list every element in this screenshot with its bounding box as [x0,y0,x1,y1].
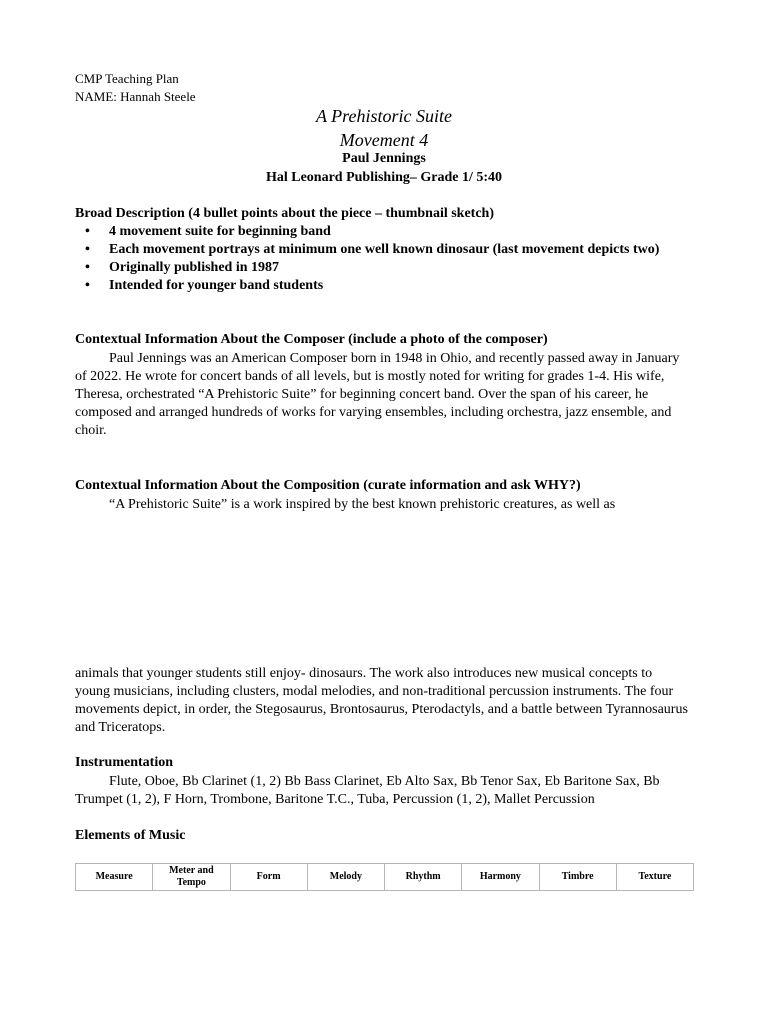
bullet-icon: • [85,260,90,275]
composition-paragraph-continued: animals that younger students still enjoy- dinosaurs. The work also introduces new musical concepts to young musicians, including clusters, modal melodies, and non-traditional percussion instruments. The four movements depict, in order, the Stegosaurus, Brontosaurus, Pterodactyls, and a battle between Tyrannosaurus and Triceratops. [75,666,688,735]
table-header-cell: Melody [307,864,384,891]
table-header-cell: Harmony [462,864,539,891]
bullet-text: 4 movement suite for beginning band [109,224,331,239]
elements-table [75,863,694,891]
composer-section-heading: Contextual Information About the Composer (include a photo of the composer) [75,332,548,347]
list-item [75,277,695,295]
bullet-icon: • [85,242,90,257]
movement-title: Movement 4 [339,130,429,150]
list-item [75,223,695,241]
publisher-info: Hal Leonard Publishing– Grade 1/ 5:40 [265,170,503,185]
table-header-cell: Texture [616,864,693,891]
table-header-cell: Measure [76,864,153,891]
list-item [75,241,695,259]
instrumentation-paragraph: Flute, Oboe, Bb Clarinet (1, 2) Bb Bass Clarinet, Eb Alto Sax, Bb Tenor Sax, Eb Baritone Sax, Bb Trumpet (1, 2), F Horn, Trombone, Baritone T.C., Tuba, Percussion (1, 2), Mallet Percussion [75,774,660,807]
broad-description-heading: Broad Description (4 bullet points about the piece – thumbnail sketch) [75,206,494,221]
bullet-icon: • [85,224,90,239]
instrumentation-heading: Instrumentation [75,755,174,770]
bullet-text: Intended for younger band students [109,278,324,293]
table-header-cell: Rhythm [385,864,462,891]
bullet-text: Each movement portrays at minimum one well known dinosaur (last movement depicts two) [109,242,660,257]
elements-heading: Elements of Music [75,828,186,843]
plan-label: CMP Teaching Plan [75,71,179,86]
table-header-cell: Form [230,864,307,891]
piece-title: A Prehistoric Suite [316,106,452,126]
table-header-row [76,864,694,891]
composition-section-heading: Contextual Information About the Composition (curate information and ask WHY?) [75,478,581,493]
table-header-cell: Timbre [539,864,616,891]
composer-name: Paul Jennings [342,151,426,166]
composer-paragraph: Paul Jennings was an American Composer born in 1948 in Ohio, and recently passed away in January of 2022. He wrote for concert bands of all levels, but is mostly noted for writing for grades 1-4. His wife, Theresa, orchestrated “A Prehistoric Suite” for beginning concert band. Over the span of his career, he composed and arranged hundreds of works for varying ensembles, including orchestra, jazz ensemble, and choir. [75,351,680,438]
list-item [75,259,695,277]
broad-description-list [75,223,695,295]
bullet-icon: • [85,278,90,293]
author-name: NAME: Hannah Steele [75,89,196,104]
table-header-cell: Meter and Tempo [153,864,230,891]
composition-paragraph-start: “A Prehistoric Suite” is a work inspired by the best known prehistoric creatures, as well as [109,497,616,512]
bullet-text: Originally published in 1987 [109,260,279,275]
